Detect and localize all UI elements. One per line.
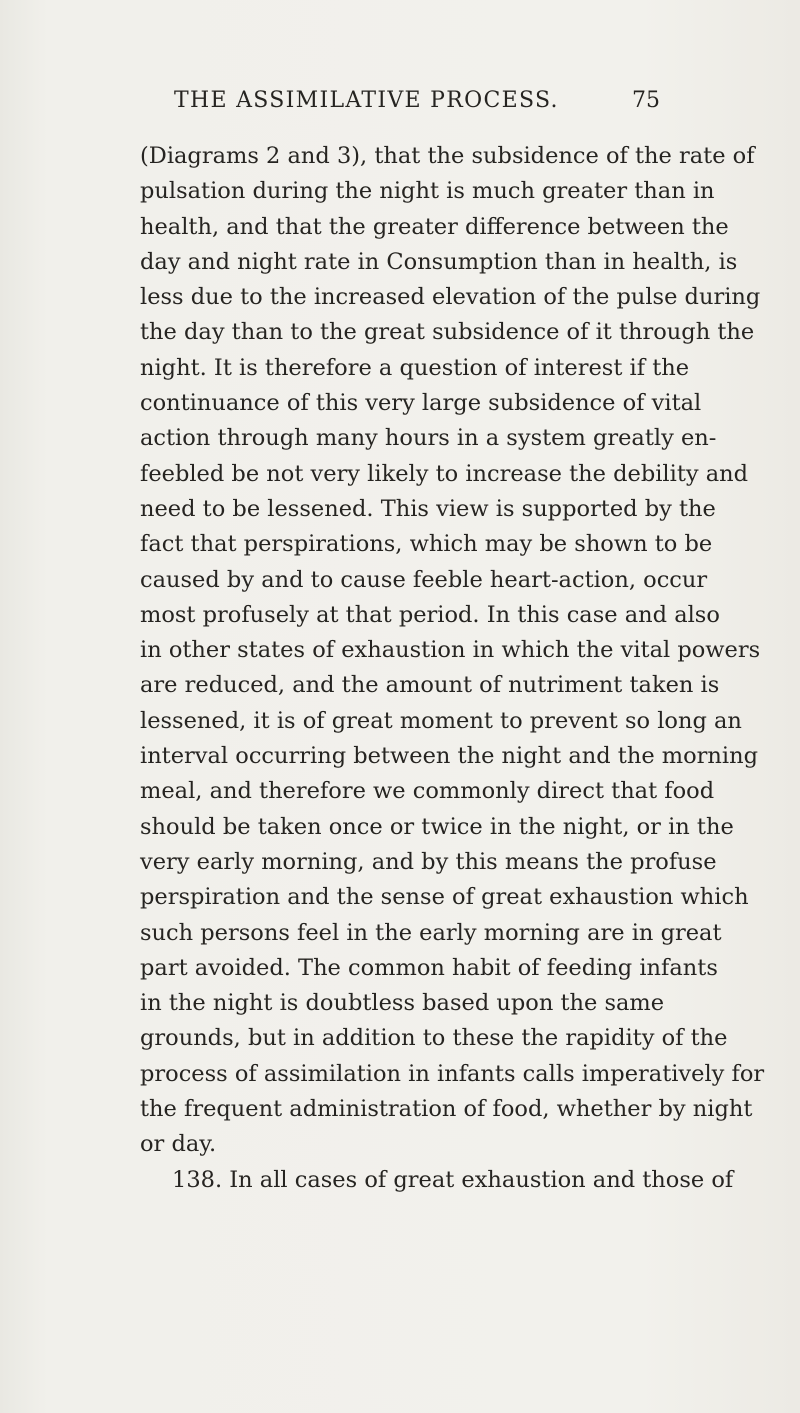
text-line: the day than to the great subsidence of it through the	[140, 319, 755, 346]
text-line: are reduced, and the amount of nutriment taken is	[140, 672, 720, 699]
text-line: day and night rate in Consumption than in health, is	[140, 248, 738, 275]
text-line: meal, and therefore we commonly direct that food	[140, 778, 715, 805]
text-line: part avoided. The common habit of feeding infants	[140, 954, 718, 981]
text-line: continuance of this very large subsidence of vital	[140, 390, 702, 417]
text-line: less due to the increased elevation of the pulse during	[140, 284, 761, 311]
text-line: interval occurring between the night and the morning	[140, 743, 759, 770]
page-number: 75	[632, 88, 660, 113]
text-line: 138. In all cases of great exhaustion and those of	[172, 1166, 734, 1193]
text-line: perspiration and the sense of great exhaustion which	[140, 884, 749, 911]
text-line: night. It is therefore a question of interest if the	[140, 354, 690, 381]
running-head: THE ASSIMILATIVE PROCESS.	[174, 88, 559, 113]
text-line: health, and that the greater difference between the	[140, 213, 729, 240]
text-line: fact that perspirations, which may be shown to be	[140, 531, 713, 558]
text-line: pulsation during the night is much greater than in	[140, 178, 715, 205]
text-line: action through many hours in a system greatly en-	[140, 425, 717, 452]
page-header	[140, 86, 660, 116]
text-line: most profusely at that period. In this case and also	[140, 601, 720, 628]
text-line: such persons feel in the early morning are in great	[140, 919, 722, 946]
text-line: grounds, but in addition to these the rapidity of the	[140, 1025, 728, 1052]
text-line: should be taken once or twice in the night, or in the	[140, 813, 734, 840]
text-line: lessened, it is of great moment to prevent so long an	[140, 707, 742, 734]
text-line: feebled be not very likely to increase the debility and	[140, 460, 749, 487]
body-text	[140, 139, 765, 1198]
text-line: (Diagrams 2 and 3), that the subsidence of the rate of	[140, 143, 755, 169]
text-line: need to be lessened. This view is supported by the	[140, 495, 716, 522]
text-line: the frequent administration of food, whether by night	[140, 1096, 753, 1123]
text-line: process of assimilation in infants calls imperatively for	[140, 1060, 765, 1087]
text-line: in the night is doubtless based upon the same	[140, 990, 665, 1017]
text-line: or day.	[140, 1131, 217, 1158]
text-line: in other states of exhaustion in which the vital powers	[140, 637, 761, 664]
text-line: very early morning, and by this means the profuse	[140, 848, 717, 875]
text-line: caused by and to cause feeble heart-action, occur	[140, 566, 708, 593]
